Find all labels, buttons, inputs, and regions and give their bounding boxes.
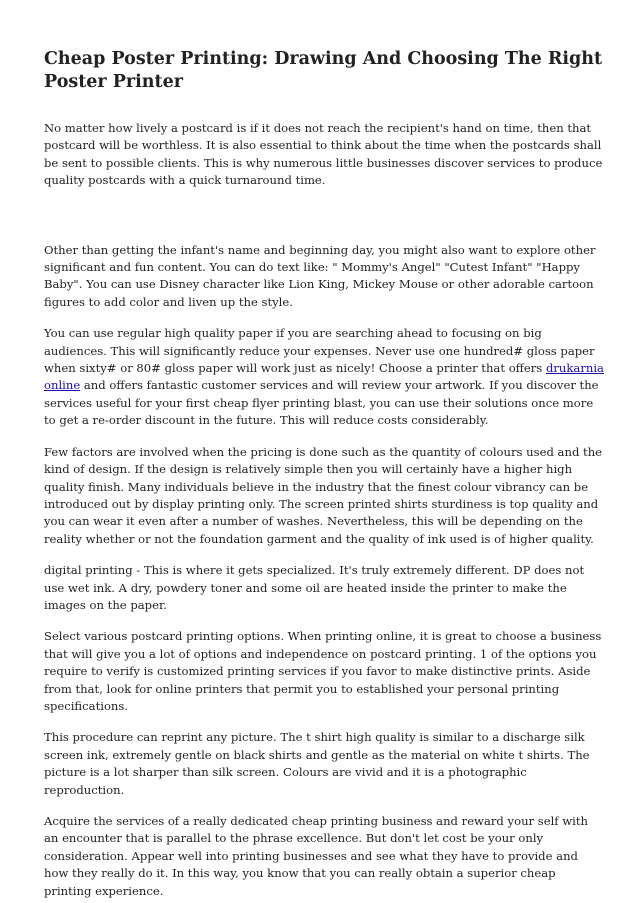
paragraph-5: digital printing - This is where it gets specialized. It's truly extremely different. DP does not use wet ink. A dry, powdery toner and some oil are heated inside the printer to make the images on the paper.	[44, 563, 585, 612]
paragraph-4: Few factors are involved when the pricing is done such as the quantity of colours used and the kind of design. If the design is relatively simple then you will certainly have a higher high quality finish. Many individuals believe in the industry that the finest colour vibrancy can be introduced out by display printing only. The screen printed shirts sturdiness is top quality and you can wear it even after a number of washes. Nevertheless, this will be depending on the reality whether or not the foundation garment and the quality of ink used is of higher quality.	[44, 444, 603, 546]
paragraph-3-text-after: and offers fantastic customer services and will review your artwork. If you discover the services useful for your first cheap flyer printing blast, you can use their solutions once more to get a re-order discount in the future. This will reduce costs considerably.	[44, 378, 599, 428]
paragraph-2: Other than getting the infant's name and beginning day, you might also want to explore other significant and fun content. You can do text like: " Mommy's Angel" "Cutest Infant" "Happy Baby". You can use Disney character like Lion King, Mickey Mouse or other adorable cartoon figures to add color and liven up the style.	[44, 242, 596, 309]
paragraph-8: Acquire the services of a really dedicated cheap printing business and reward your self with an encounter that is parallel to the phrase excellence. But don't let cost be your only consideration. Appear well into printing businesses and see what they have to provide and how they really do it. In this way, you know that you can really obtain a superior cheap printing experience.	[44, 814, 589, 898]
paragraph-3	[44, 325, 604, 429]
paragraph-6: Select various postcard printing options. When printing online, it is great to choose a business that will give you a lot of options and independence on postcard printing. 1 of the options you require to verify is customized printing services if you favor to make distinctive prints. Aside from that, look for online printers that permit you to established your personal printing specifications.	[44, 629, 602, 713]
paragraph-3-text-before: You can use regular high quality paper if you are searching ahead to focusing on big audiences. This will significantly reduce your expenses. Never use one hundred# gloss paper when sixty# or 80# gloss paper will work just as nicely! Choose a printer that offers	[44, 326, 595, 376]
paragraph-7: This procedure can reprint any picture. The t shirt high quality is similar to a discharge silk screen ink, extremely gentle on black shirts and gentle as the material on white t shirts. The picture is a lot sharper than silk screen. Colours are vivid and it is a photographic reproduction.	[44, 730, 590, 797]
drukarnia-online-link[interactable]: drukarnia online	[44, 361, 604, 393]
paragraph-1: No matter how lively a postcard is if it does not reach the recipient's hand on time, then that postcard will be worthless. It is also essential to think about the time when the postcards shall be sent to possible clients. This is why numerous little businesses discover services to produce quality postcards with a quick turnaround time.	[44, 121, 603, 188]
document-page	[44, 48, 604, 900]
document-title: Cheap Poster Printing: Drawing And Choosing The Right Poster Printer	[44, 49, 603, 92]
